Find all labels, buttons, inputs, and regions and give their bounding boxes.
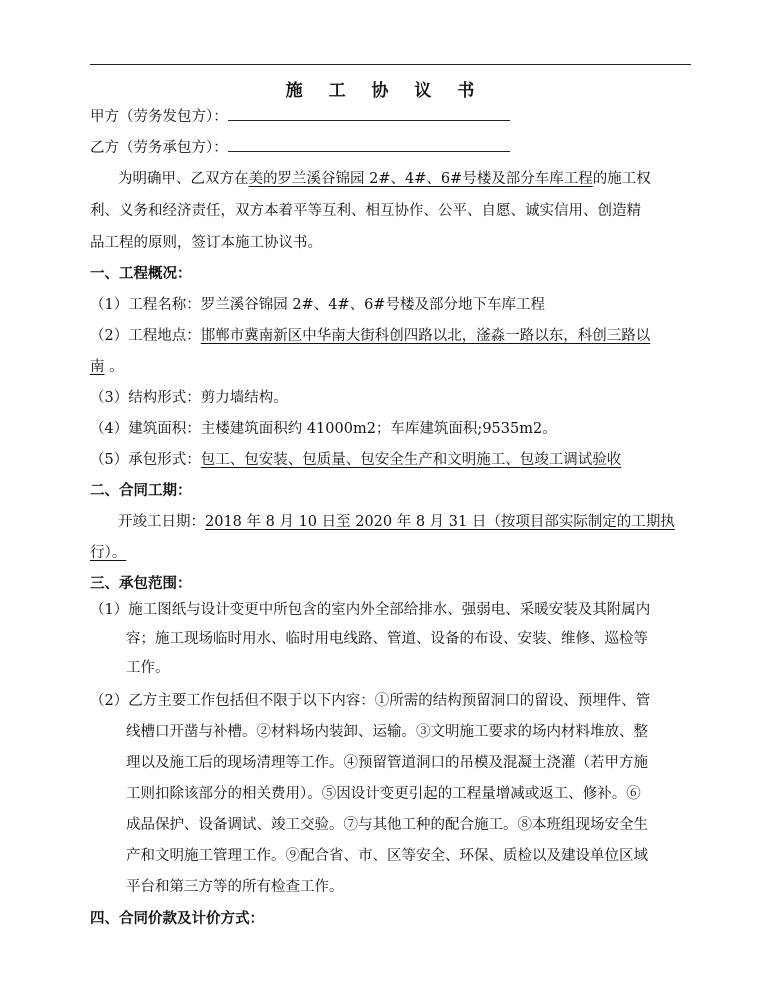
period-line (118, 513, 675, 531)
scope-item2-line-5: 成品保护、设备调试、竣工交验。⑦与其他工种的配合施工。⑧本班组现场安全生 (126, 817, 648, 833)
party-b-label: 乙方（劳务承包方）： (90, 140, 228, 156)
project-name-line: （1）工程名称：罗兰溪谷锦园 2#、4#、6#号楼及部分地下车库工程 (90, 297, 545, 313)
period-line-2 (90, 544, 126, 562)
period-value: 2018 年 8 月 10 日至 2020 年 8 月 31 日（按项目部实际制定的工期执 (205, 514, 675, 530)
party-b-line (90, 139, 510, 157)
location-line-2 (90, 358, 124, 376)
scope-item1-line-2: 容；施工现场临时用水、临时用电线路、管道、设备的布设、安装、维修、巡检等 (126, 631, 648, 647)
intro-line-3: 品工程的原则，签订本施工协议书。 (90, 235, 322, 251)
location-value: 邯郸市冀南新区中华南大街科创四路以北，滏淼一路以东，科创三路以 (200, 328, 651, 344)
scope-item2-line-2: 线槽口开凿与补槽。②材料场内装卸、运输。③文明施工要求的场内材料堆放、整 (126, 724, 648, 740)
section1-heading: 一、工程概况： (90, 266, 192, 282)
structure-line: （3）结构形式：剪力墙结构。 (90, 390, 288, 406)
contract-form-value: 包工、包安装、包质量、包安全生产和文明施工、包竣工调试验收 (200, 452, 622, 468)
section3-heading: 三、承包范围： (90, 576, 192, 592)
section4-heading: 四、合同价款及计价方式： (90, 911, 264, 927)
location-value-2: 南 (90, 359, 105, 375)
scope-item1-line-3: 工作。 (126, 660, 170, 676)
scope-item2-line-6: 产和文明施工管理工作。⑨配合省、市、区等安全、环保、质检以及建设单位区域 (126, 848, 648, 864)
party-b-blank (228, 139, 510, 152)
header-rule (90, 64, 691, 65)
scope-item2-line-4: 工则扣除该部分的相关费用）。⑤因设计变更引起的工程量增减或返工、修补。⑥ (126, 786, 641, 802)
period-value-2: 行）。 (90, 545, 127, 561)
location-label: （2）工程地点： (90, 328, 201, 344)
scope-item2-line-7: 平台和第三方等的所有检查工作。 (126, 879, 344, 895)
scope-item2-line-3: 理以及施工后的现场清理等工作。④预留管道洞口的吊模及混凝土浇灌（若甲方施 (126, 755, 648, 771)
party-a-blank (228, 108, 510, 121)
document-title: 施 工 协 议 书 (285, 81, 485, 101)
intro-text: 为明确甲、乙双方在 (118, 171, 249, 187)
location-end: 。 (104, 359, 124, 375)
scope-item2-line-1: （2）乙方主要工作包括但不限于以下内容：①所需的结构预留洞口的留设、预埋件、管 (90, 693, 651, 709)
location-line (90, 327, 650, 345)
contract-form-label: （5）承包形式： (90, 452, 201, 468)
intro-line-2: 利、义务和经济责任，双方本着平等互利、相互协作、公平、自愿、诚实信用、创造精 (90, 203, 641, 219)
scope-item1-line-1: （1）施工图纸与设计变更中所包含的室内外全部给排水、强弱电、采暖安装及其附属内 (90, 602, 651, 618)
party-a-label: 甲方（劳务发包方）： (90, 109, 228, 125)
contract-form-line (90, 451, 621, 469)
area-line: （4）建筑面积：主楼建筑面积约 41000m2；车库建筑面积;9535m2。 (90, 421, 557, 437)
intro-project-name: 美的罗兰溪谷锦园 2#、4#、6#号楼及部分车库工程 (248, 171, 593, 187)
intro-text-end: 的施工权 (592, 171, 651, 187)
party-a-line (90, 108, 510, 126)
intro-line-1 (118, 170, 651, 188)
section2-heading: 二、合同工期： (90, 483, 192, 499)
period-label: 开竣工日期： (118, 514, 205, 530)
